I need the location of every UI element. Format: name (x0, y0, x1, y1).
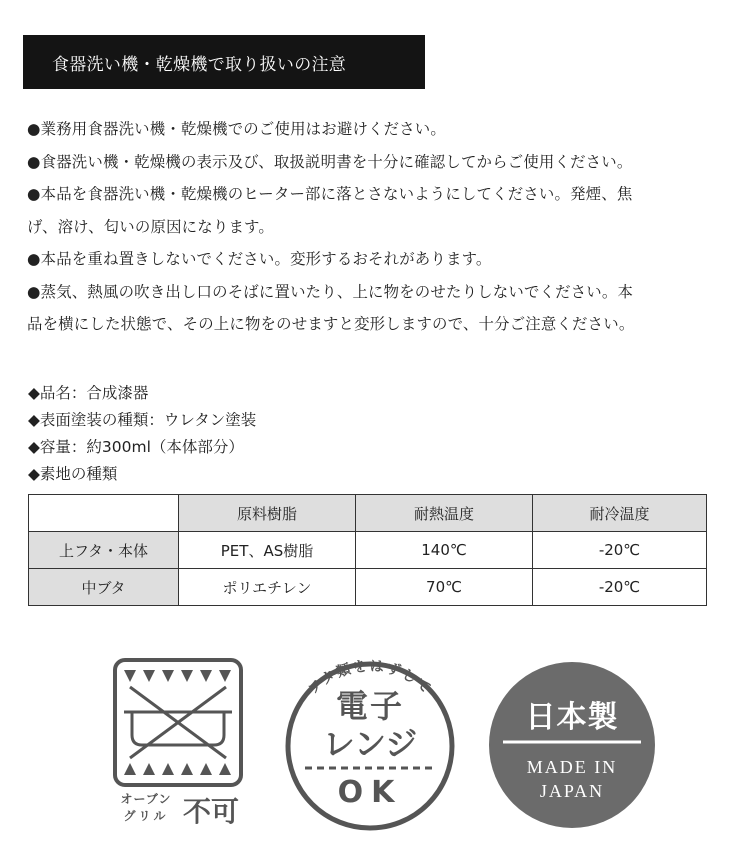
spec-capacity: ◆容量：約300ml（本体部分） (28, 438, 244, 456)
microwave-ok-text: OK (337, 775, 403, 810)
spec-product-name: ◆品名：合成漆器 (28, 384, 149, 402)
table-cell: 140℃ (356, 532, 533, 569)
oven-not-allowed-text: 不可 (182, 795, 240, 828)
table-cell: -20℃ (533, 569, 707, 606)
microwave-line1: 電子 (335, 687, 405, 725)
origin-jp-text: 日本製 (525, 700, 619, 735)
table-cell: ポリエチレン (179, 569, 356, 606)
notice-line: ●蒸気、熱風の吹き出し口のそばに置いたり、上に物をのせたりしないでください。本 (27, 282, 634, 301)
notice-line: ●本品を重ね置きしないでください。変形するおそれがあります。 (27, 250, 492, 268)
table-header-cell: 耐熱温度 (356, 495, 533, 532)
notice-line: ●業務用食器洗い機・乾燥機でのご使用はお避けください。 (27, 120, 446, 138)
notice-line: 品を横にした状態で、その上に物をのせますと変形しますので、十分ご注意ください。 (27, 315, 635, 333)
table-cell: -20℃ (533, 532, 707, 569)
spec-coating: ◆表面塗装の種類：ウレタン塗装 (28, 411, 257, 429)
table-cell: PET、AS樹脂 (179, 532, 356, 569)
notice-line: げ、溶け、匂いの原因になります。 (27, 217, 274, 236)
no-oven-grill-icon (115, 660, 241, 828)
notice-line: ●本品を食器洗い機・乾燥機のヒーター部に落とさないようにしてください。発煙、焦 (27, 185, 633, 203)
table-cell-part: 中ブタ (29, 569, 179, 606)
table-header-cell: 原料樹脂 (179, 495, 356, 532)
caution-title-text: 食器洗い機・乾燥機で取り扱いの注意 (52, 54, 347, 75)
microwave-ok-icon (288, 658, 452, 828)
oven-label-line1: オーブン (120, 792, 172, 806)
notice-line: ●食器洗い機・乾燥機の表示及び、取扱説明書を十分に確認してからご使用ください。 (27, 152, 633, 171)
table-header-cell: 耐冷温度 (533, 495, 707, 532)
origin-en-line2: JAPAN (539, 781, 605, 801)
table-cell-part: 上フタ・本体 (29, 532, 179, 569)
spec-material-heading: ◆素地の種類 (28, 465, 118, 483)
microwave-arc-text: フタ類をはずして (305, 658, 435, 698)
origin-en-line1: MADE IN (526, 757, 618, 777)
made-in-japan-icon (489, 662, 655, 828)
table-cell: 70℃ (356, 569, 533, 606)
oven-label-line2: グリル (123, 809, 169, 823)
microwave-line2: レンジ (322, 725, 418, 763)
